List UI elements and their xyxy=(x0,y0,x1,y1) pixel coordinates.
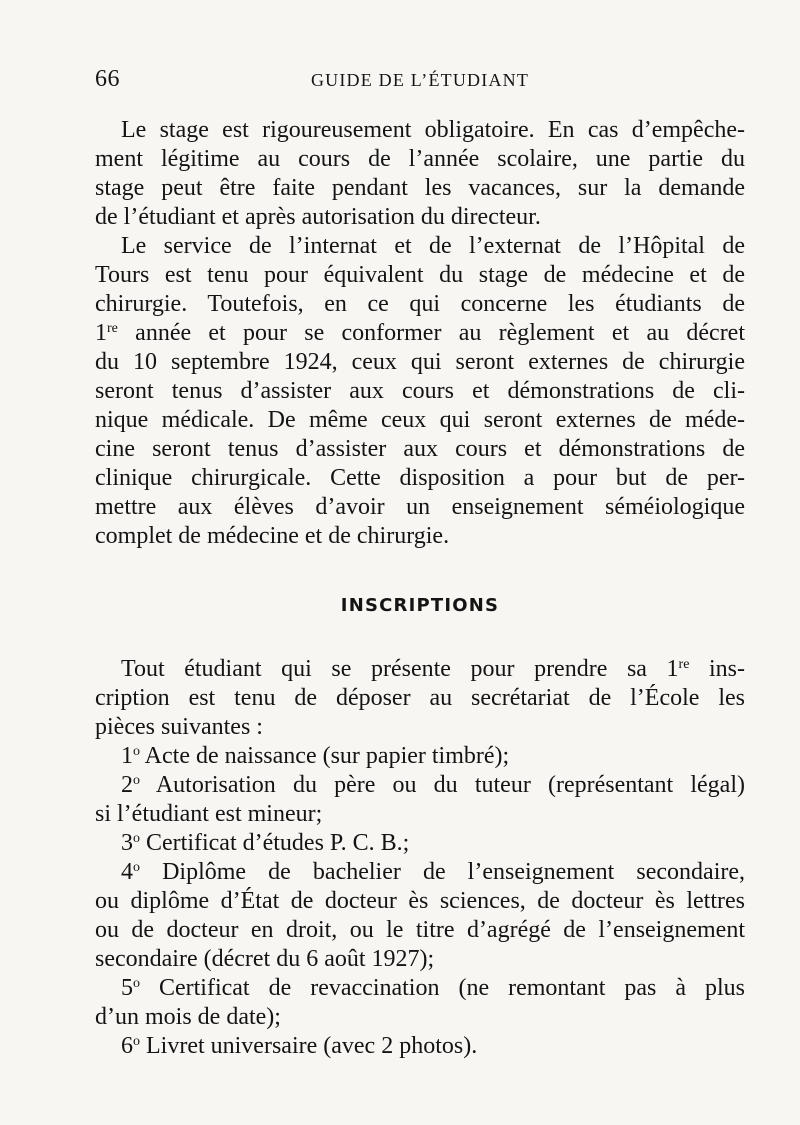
text-line: cription est tenu de déposer au secrétariat de l’École les xyxy=(95,685,745,711)
list-item-continuation: ou diplôme d’État de docteur ès sciences, de docteur ès lettres xyxy=(95,888,745,914)
item-text: Certificat d’études P. C. B.; xyxy=(140,830,410,856)
item-text: Diplôme de bachelier de l’enseignement secondaire, xyxy=(140,859,745,885)
text-line: pièces suivantes : xyxy=(95,714,263,740)
item-text: Acte de naissance (sur papier timbré); xyxy=(140,743,510,769)
list-item xyxy=(95,771,745,800)
text-line: complet de médecine et de chirurgie. xyxy=(95,523,450,549)
text-line: de l’étudiant et après autorisation du directeur. xyxy=(95,204,541,230)
list-item xyxy=(95,974,745,1003)
page-number: 66 xyxy=(95,66,120,92)
list-item xyxy=(95,742,745,771)
text-line: clinique chirurgicale. Cette disposition a pour but de per- xyxy=(95,465,745,491)
text-line: seront tenus d’assister aux cours et démonstrations de cli- xyxy=(95,378,745,404)
item-ordinal: o xyxy=(133,1034,140,1049)
text-line xyxy=(95,655,745,684)
text-fragment: année et pour se conformer au règlement et au décret xyxy=(117,320,745,346)
ordinal-suffix: re xyxy=(107,321,118,336)
page-header xyxy=(95,66,745,96)
section-heading: INSCRIPTIONS xyxy=(340,595,500,616)
list-item xyxy=(95,829,745,858)
paragraph-internat xyxy=(95,232,745,551)
item-text: Certificat de revaccination (ne remontant pas à plus xyxy=(140,975,745,1001)
required-documents-list xyxy=(95,742,745,1061)
text-line: cine seront tenus d’assister aux cours et démonstrations de xyxy=(95,436,745,462)
text-line: ment légitime au cours de l’année scolaire, une partie du xyxy=(95,146,745,172)
paragraph-inscriptions xyxy=(95,655,745,742)
item-number: 3 xyxy=(121,830,133,856)
item-ordinal: o xyxy=(133,773,140,788)
list-item xyxy=(95,1032,745,1061)
text-fragment: ins- xyxy=(689,656,746,682)
text-line: chirurgie. Toutefois, en ce qui concerne les étudiants de xyxy=(95,291,745,317)
text-fragment: Tout étudiant qui se présente pour prendre sa 1 xyxy=(121,656,679,682)
list-item-continuation: secondaire (décret du 6 août 1927); xyxy=(95,946,435,972)
list-item-continuation: d’un mois de date); xyxy=(95,1004,281,1030)
text-line: stage peut être faite pendant les vacances, sur la demande xyxy=(95,175,745,201)
text-line: mettre aux élèves d’avoir un enseignement séméiologique xyxy=(95,494,745,520)
item-text: Autorisation du père ou du tuteur (représentant légal) xyxy=(140,772,745,798)
item-ordinal: o xyxy=(133,860,140,875)
text-line: nique médicale. De même ceux qui seront externes de méde- xyxy=(95,407,745,433)
running-title: GUIDE DE L’ÉTUDIANT xyxy=(310,70,530,90)
text-line: Tours est tenu pour équivalent du stage de médecine et de xyxy=(95,262,745,288)
item-number: 2 xyxy=(121,772,133,798)
item-ordinal: o xyxy=(133,831,140,846)
item-ordinal: o xyxy=(133,744,140,759)
text-line xyxy=(95,319,745,348)
list-item xyxy=(95,858,745,887)
item-number: 1 xyxy=(121,743,133,769)
ordinal-suffix: re xyxy=(678,657,690,672)
list-item-continuation: ou de docteur en droit, ou le titre d’agrégé de l’enseignement xyxy=(95,917,745,943)
ordinal-number: 1 xyxy=(95,320,107,346)
item-text: Livret universaire (avec 2 photos). xyxy=(140,1033,478,1059)
item-number: 6 xyxy=(121,1033,133,1059)
text-line: du 10 septembre 1924, ceux qui seront externes de chirurgie xyxy=(95,349,745,375)
paragraph-stage-obligatoire xyxy=(95,116,745,232)
item-number: 4 xyxy=(121,859,133,885)
text-line: Le service de l’internat et de l’externat de l’Hôpital de xyxy=(121,233,745,259)
list-item-continuation: si l’étudiant est mineur; xyxy=(95,801,323,827)
item-number: 5 xyxy=(121,975,133,1001)
item-ordinal: o xyxy=(133,976,140,991)
text-line: Le stage est rigoureusement obligatoire. En cas d’empêche- xyxy=(121,117,745,143)
